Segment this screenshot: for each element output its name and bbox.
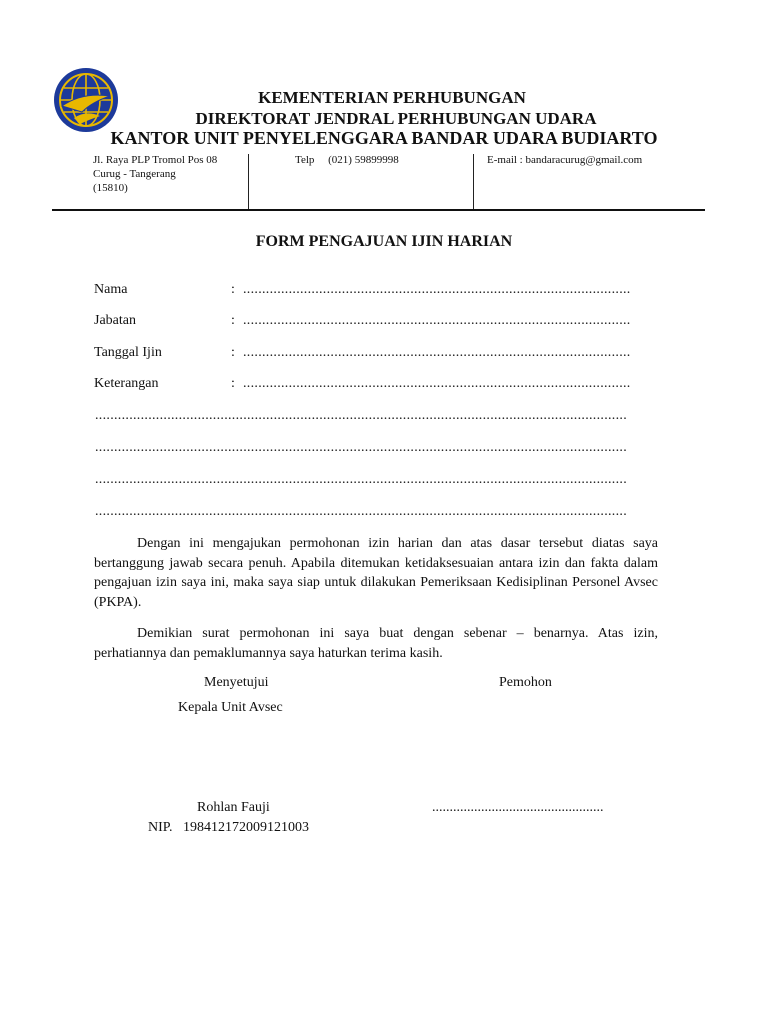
- directorate-name: DIREKTORAT JENDRAL PERHUBUNGAN UDARA: [195, 109, 597, 128]
- field-input-nama[interactable]: ......................................................................................................: [243, 282, 631, 297]
- field-colon: :: [231, 282, 235, 297]
- approver-heading: Menyetujui: [204, 675, 269, 690]
- approver-name: Rohlan Fauji: [197, 800, 270, 815]
- keterangan-extra-line[interactable]: ............................................................................................................................................: [95, 504, 627, 519]
- phone-label: Telp: [295, 154, 315, 166]
- keterangan-extra-line[interactable]: ............................................................................................................................................: [95, 408, 627, 423]
- header-rule: [52, 209, 705, 211]
- header-divider: [248, 154, 249, 211]
- field-input-keterangan[interactable]: ......................................................................................................: [243, 376, 631, 391]
- office-name: KANTOR UNIT PENYELENGGARA BANDAR UDARA BUDIARTO: [110, 128, 658, 148]
- header-divider: [473, 154, 474, 211]
- address-line: Jl. Raya PLP Tromol Pos 08: [93, 154, 218, 166]
- keterangan-extra-line[interactable]: ............................................................................................................................................: [95, 472, 627, 487]
- keterangan-extra-line[interactable]: ............................................................................................................................................: [95, 440, 627, 455]
- field-colon: :: [231, 376, 235, 391]
- phone-number: (021) 59899998: [328, 154, 399, 166]
- field-colon: :: [231, 345, 235, 360]
- approver-title: Kepala Unit Avsec: [178, 700, 283, 715]
- field-colon: :: [231, 313, 235, 328]
- applicant-signature-line[interactable]: .................................................: [432, 800, 604, 815]
- phone-block: [295, 153, 399, 167]
- closing-paragraph: Demikian surat permohonan ini saya buat dengan sebenar – benarnya. Atas izin, perhatiannya dan pemaklumannya saya haturkan terima kasih.: [94, 626, 658, 661]
- field-label-jabatan: Jabatan: [94, 313, 136, 328]
- ministry-name: KEMENTERIAN PERHUBUNGAN: [258, 88, 526, 107]
- field-label-nama: Nama: [94, 282, 128, 297]
- approver-nip: NIP. 198412172009121003: [148, 820, 310, 835]
- field-label-tanggal-ijin: Tanggal Ijin: [94, 345, 162, 360]
- address-block: [93, 153, 217, 195]
- field-label-keterangan: Keterangan: [94, 376, 159, 391]
- address-line: (15810): [93, 182, 128, 194]
- field-input-jabatan[interactable]: ......................................................................................................: [243, 313, 631, 328]
- email-text: E-mail : bandaracurug@gmail.com: [487, 154, 643, 166]
- address-line: Curug - Tangerang: [93, 168, 176, 180]
- form-title: FORM PENGAJUAN IJIN HARIAN: [255, 233, 513, 250]
- field-input-tanggal-ijin[interactable]: ......................................................................................................: [243, 345, 631, 360]
- applicant-heading: Pemohon: [499, 675, 552, 690]
- statement-paragraph: Dengan ini mengajukan permohonan izin harian dan atas dasar tersebut diatas saya bertanggung jawab secara penuh. Apabila ditemukan ketidaksesuaian antara izin dan fakta dalam pengajuan izin saya ini, maka saya siap untuk dilakukan Pemeriksaan Kedisiplinan Personel Avsec (PKPA).: [94, 536, 658, 610]
